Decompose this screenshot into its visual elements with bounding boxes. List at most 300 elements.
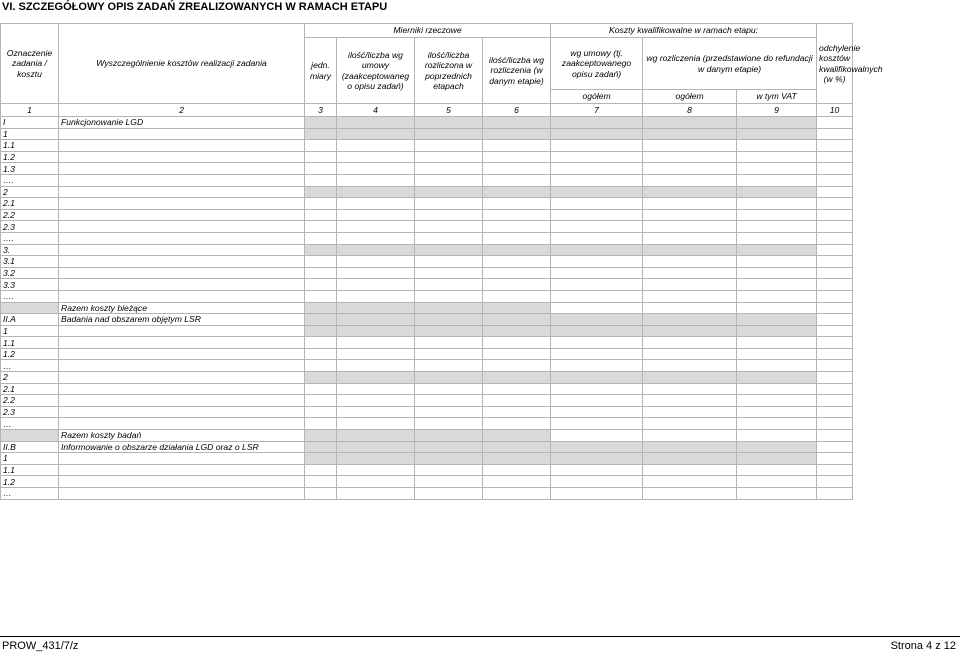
- table-cell: [737, 302, 817, 314]
- table-cell: [643, 186, 737, 198]
- table-cell: [305, 151, 337, 163]
- column-number: 10: [817, 104, 853, 117]
- row-description: Informowanie o obszarze działania LGD oraz o LSR: [59, 441, 305, 453]
- table-cell: [643, 395, 737, 407]
- column-number: 8: [643, 104, 737, 117]
- table-cell: [305, 221, 337, 233]
- table-cell: [737, 325, 817, 337]
- table-cell: [337, 430, 415, 442]
- table-cell: [817, 488, 853, 500]
- table-row: [1, 163, 853, 175]
- table-cell: [643, 372, 737, 384]
- table-cell: [817, 441, 853, 453]
- table-cell: [643, 325, 737, 337]
- row-description: [59, 174, 305, 186]
- table-cell: [737, 372, 817, 384]
- table-cell: [337, 209, 415, 221]
- table-cell: [483, 337, 551, 349]
- header-qty-previous: ilość/liczba rozliczona w poprzednich etapach: [415, 38, 483, 104]
- table-row: [1, 186, 853, 198]
- table-cell: [737, 406, 817, 418]
- table-cell: [415, 372, 483, 384]
- table-cell: [817, 186, 853, 198]
- table-cell: [817, 314, 853, 326]
- row-description: [59, 406, 305, 418]
- table-cell: [415, 418, 483, 430]
- table-cell: [737, 174, 817, 186]
- table-cell: [817, 256, 853, 268]
- row-code: 1.1: [1, 140, 59, 152]
- row-code: II.B: [1, 441, 59, 453]
- row-code: [1, 302, 59, 314]
- table-cell: [483, 383, 551, 395]
- column-number: 9: [737, 104, 817, 117]
- table-cell: [483, 302, 551, 314]
- table-cell: [551, 221, 643, 233]
- table-row: [1, 117, 853, 129]
- row-description: [59, 418, 305, 430]
- table-cell: [643, 174, 737, 186]
- table-cell: [643, 244, 737, 256]
- row-code: 1.2: [1, 151, 59, 163]
- table-cell: [551, 418, 643, 430]
- table-cell: [817, 140, 853, 152]
- table-cell: [737, 232, 817, 244]
- table-cell: [551, 151, 643, 163]
- table-cell: [817, 453, 853, 465]
- row-description: [59, 348, 305, 360]
- row-description: [59, 325, 305, 337]
- row-code: 3.3: [1, 279, 59, 291]
- table-cell: [415, 244, 483, 256]
- table-row: [1, 337, 853, 349]
- table-cell: [551, 290, 643, 302]
- table-cell: [305, 488, 337, 500]
- table-cell: [305, 290, 337, 302]
- table-row: [1, 314, 853, 326]
- table-cell: [737, 290, 817, 302]
- table-cell: [337, 151, 415, 163]
- table-cell: [415, 360, 483, 372]
- header-deviation: odchylenie kosztów kwalifikowalnych (w %): [817, 24, 853, 104]
- table-row: [1, 151, 853, 163]
- table-cell: [483, 441, 551, 453]
- table-cell: [305, 406, 337, 418]
- table-cell: [337, 117, 415, 129]
- table-cell: [415, 383, 483, 395]
- header-unit: jedn. miary: [305, 38, 337, 104]
- table-cell: [337, 476, 415, 488]
- table-cell: [415, 174, 483, 186]
- table-cell: [643, 290, 737, 302]
- table-cell: [551, 163, 643, 175]
- header-group-mierniki: Mierniki rzeczowe: [305, 24, 551, 38]
- table-cell: [337, 383, 415, 395]
- table-cell: [551, 488, 643, 500]
- row-code: 1.2: [1, 476, 59, 488]
- row-code: 2.1: [1, 383, 59, 395]
- table-cell: [483, 174, 551, 186]
- table-cell: [305, 430, 337, 442]
- table-cell: [483, 314, 551, 326]
- table-cell: [737, 117, 817, 129]
- row-description: [59, 221, 305, 233]
- table-row: [1, 372, 853, 384]
- table-cell: [737, 256, 817, 268]
- table-cell: [551, 279, 643, 291]
- header-description: Wyszczególnienie kosztów realizacji zadania: [59, 24, 305, 104]
- table-row: [1, 279, 853, 291]
- row-description: [59, 198, 305, 210]
- row-description: [59, 256, 305, 268]
- table-cell: [737, 140, 817, 152]
- table-cell: [337, 337, 415, 349]
- row-description: [59, 453, 305, 465]
- row-description: [59, 140, 305, 152]
- table-cell: [551, 302, 643, 314]
- table-cell: [643, 232, 737, 244]
- table-cell: [415, 186, 483, 198]
- table-cell: [817, 325, 853, 337]
- table-cell: [305, 441, 337, 453]
- table-cell: [817, 360, 853, 372]
- table-cell: [305, 198, 337, 210]
- table-cell: [305, 209, 337, 221]
- table-cell: [817, 198, 853, 210]
- table-cell: [483, 430, 551, 442]
- table-cell: [643, 267, 737, 279]
- table-cell: [415, 256, 483, 268]
- table-cell: [737, 360, 817, 372]
- row-code: …: [1, 488, 59, 500]
- row-description: Razem koszty bieżące: [59, 302, 305, 314]
- table-cell: [737, 198, 817, 210]
- table-cell: [643, 476, 737, 488]
- row-code: I: [1, 117, 59, 129]
- table-cell: [415, 290, 483, 302]
- table-cell: [737, 337, 817, 349]
- table-cell: [551, 267, 643, 279]
- table-cell: [737, 395, 817, 407]
- table-cell: [817, 209, 853, 221]
- table-row: [1, 198, 853, 210]
- table-cell: [415, 337, 483, 349]
- table-cell: [551, 348, 643, 360]
- row-description: Funkcjonowanie LGD: [59, 117, 305, 129]
- footer-divider: [0, 636, 960, 637]
- row-code: 1: [1, 325, 59, 337]
- table-cell: [483, 406, 551, 418]
- table-cell: [305, 163, 337, 175]
- row-code: 2: [1, 372, 59, 384]
- table-cell: [483, 360, 551, 372]
- row-code: 2.3: [1, 221, 59, 233]
- column-number: 2: [59, 104, 305, 117]
- table-cell: [483, 325, 551, 337]
- header-code: Oznaczenie zadania / kosztu: [1, 24, 59, 104]
- table-cell: [483, 372, 551, 384]
- row-code: ….: [1, 232, 59, 244]
- table-cell: [817, 290, 853, 302]
- table-cell: [551, 441, 643, 453]
- table-row: [1, 290, 853, 302]
- table-cell: [337, 186, 415, 198]
- table-cell: [415, 453, 483, 465]
- table-cell: [415, 140, 483, 152]
- table-cell: [643, 488, 737, 500]
- table-cell: [737, 418, 817, 430]
- table-cell: [643, 383, 737, 395]
- table-cell: [737, 209, 817, 221]
- table-cell: [415, 430, 483, 442]
- table-cell: [551, 314, 643, 326]
- table-row: [1, 256, 853, 268]
- table-cell: [415, 117, 483, 129]
- row-code: 2.2: [1, 395, 59, 407]
- table-cell: [643, 209, 737, 221]
- table-cell: [305, 348, 337, 360]
- table-cell: [643, 198, 737, 210]
- table-cell: [483, 128, 551, 140]
- table-cell: [737, 488, 817, 500]
- table-cell: [817, 267, 853, 279]
- table-cell: [305, 302, 337, 314]
- table-cell: [337, 348, 415, 360]
- table-cell: [415, 279, 483, 291]
- table-cell: [305, 383, 337, 395]
- table-cell: [551, 174, 643, 186]
- table-cell: [305, 140, 337, 152]
- table-cell: [305, 464, 337, 476]
- table-cell: [483, 256, 551, 268]
- table-cell: [337, 464, 415, 476]
- row-description: [59, 464, 305, 476]
- table-cell: [337, 395, 415, 407]
- table-cell: [817, 406, 853, 418]
- header-qty-contract: ilość/liczba wg umowy (zaakceptowaneg o opisu zadań): [337, 38, 415, 104]
- table-cell: [643, 337, 737, 349]
- table-cell: [817, 174, 853, 186]
- table-cell: [817, 476, 853, 488]
- table-cell: [483, 279, 551, 291]
- table-row: [1, 221, 853, 233]
- table-cell: [483, 418, 551, 430]
- section-title: VI. SZCZEGÓŁOWY OPIS ZADAŃ ZREALIZOWANYCH W RAMACH ETAPU: [2, 1, 388, 13]
- table-row: [1, 325, 853, 337]
- table-cell: [643, 314, 737, 326]
- table-cell: [415, 406, 483, 418]
- table-cell: [817, 151, 853, 163]
- row-code: 2: [1, 186, 59, 198]
- table-cell: [737, 383, 817, 395]
- column-number: 4: [337, 104, 415, 117]
- row-code: ….: [1, 290, 59, 302]
- table-cell: [817, 430, 853, 442]
- table-row: [1, 174, 853, 186]
- table-cell: [643, 360, 737, 372]
- header-sub-total-contract: ogółem: [551, 90, 643, 104]
- table-cell: [337, 325, 415, 337]
- table-cell: [551, 453, 643, 465]
- table-cell: [551, 430, 643, 442]
- row-description: [59, 290, 305, 302]
- table-cell: [483, 290, 551, 302]
- table-cell: [305, 267, 337, 279]
- table-cell: [643, 279, 737, 291]
- table-cell: [643, 348, 737, 360]
- table-cell: [551, 406, 643, 418]
- table-cell: [337, 221, 415, 233]
- table-cell: [737, 441, 817, 453]
- table-row: [1, 430, 853, 442]
- table-cell: [415, 395, 483, 407]
- table-cell: [483, 395, 551, 407]
- row-code: II.A: [1, 314, 59, 326]
- table-cell: [817, 337, 853, 349]
- row-description: [59, 476, 305, 488]
- table-cell: [337, 244, 415, 256]
- table-cell: [305, 174, 337, 186]
- table-cell: [483, 140, 551, 152]
- table-cell: [483, 488, 551, 500]
- table-cell: [737, 267, 817, 279]
- table-row: [1, 209, 853, 221]
- table-cell: [415, 314, 483, 326]
- row-description: [59, 279, 305, 291]
- column-number: 1: [1, 104, 59, 117]
- table-cell: [337, 406, 415, 418]
- table-cell: [337, 314, 415, 326]
- row-code: 1.3: [1, 163, 59, 175]
- table-cell: [305, 360, 337, 372]
- table-cell: [737, 128, 817, 140]
- row-description: [59, 383, 305, 395]
- table-cell: [643, 464, 737, 476]
- row-code: 1: [1, 128, 59, 140]
- table-cell: [415, 128, 483, 140]
- table-cell: [337, 302, 415, 314]
- table-cell: [551, 256, 643, 268]
- table-cell: [643, 163, 737, 175]
- table-cell: [305, 244, 337, 256]
- table-cell: [483, 117, 551, 129]
- table-cell: [737, 186, 817, 198]
- table-cell: [737, 476, 817, 488]
- table-cell: [305, 395, 337, 407]
- table-cell: [305, 325, 337, 337]
- table-row: [1, 128, 853, 140]
- table-cell: [305, 117, 337, 129]
- table-cell: [305, 232, 337, 244]
- table-cell: [551, 117, 643, 129]
- table-cell: [305, 418, 337, 430]
- row-code: 3.: [1, 244, 59, 256]
- table-cell: [305, 186, 337, 198]
- table-cell: [817, 372, 853, 384]
- column-number: 7: [551, 104, 643, 117]
- row-description: [59, 360, 305, 372]
- table-cell: [737, 279, 817, 291]
- table-row: [1, 476, 853, 488]
- table-cell: [415, 267, 483, 279]
- row-description: [59, 244, 305, 256]
- row-description: Badania nad obszarem objętym LSR: [59, 314, 305, 326]
- table-cell: [415, 476, 483, 488]
- table-cell: [737, 430, 817, 442]
- table-cell: [483, 453, 551, 465]
- cost-table: [0, 23, 883, 500]
- table-cell: [337, 418, 415, 430]
- table-row: [1, 348, 853, 360]
- table-cell: [337, 360, 415, 372]
- row-description: [59, 372, 305, 384]
- row-description: [59, 186, 305, 198]
- table-cell: [643, 128, 737, 140]
- table-cell: [415, 221, 483, 233]
- row-description: [59, 163, 305, 175]
- table-cell: [483, 267, 551, 279]
- table-cell: [817, 383, 853, 395]
- table-cell: [817, 395, 853, 407]
- table-cell: [337, 174, 415, 186]
- row-code: …: [1, 360, 59, 372]
- row-code: …: [1, 418, 59, 430]
- table-cell: [483, 244, 551, 256]
- table-cell: [817, 348, 853, 360]
- table-cell: [643, 302, 737, 314]
- row-code: 2.3: [1, 406, 59, 418]
- table-cell: [643, 418, 737, 430]
- table-row: [1, 453, 853, 465]
- table-cell: [737, 244, 817, 256]
- table-row: [1, 464, 853, 476]
- table-cell: [817, 221, 853, 233]
- form-code: PROW_431/7/z: [2, 640, 79, 652]
- table-row: [1, 395, 853, 407]
- table-cell: [415, 488, 483, 500]
- header-sub-vat: w tym VAT: [737, 90, 817, 104]
- table-cell: [817, 302, 853, 314]
- table-cell: [817, 244, 853, 256]
- table-cell: [415, 441, 483, 453]
- table-cell: [551, 244, 643, 256]
- table-row: [1, 406, 853, 418]
- table-cell: [737, 314, 817, 326]
- table-cell: [643, 441, 737, 453]
- table-cell: [305, 476, 337, 488]
- row-code: 1: [1, 453, 59, 465]
- table-row: [1, 441, 853, 453]
- table-row: [1, 140, 853, 152]
- table-cell: [643, 453, 737, 465]
- table-cell: [415, 232, 483, 244]
- table-cell: [483, 232, 551, 244]
- table-cell: [551, 372, 643, 384]
- table-cell: [551, 232, 643, 244]
- row-code: ….: [1, 174, 59, 186]
- row-description: [59, 128, 305, 140]
- table-row: [1, 302, 853, 314]
- table-cell: [551, 476, 643, 488]
- table-cell: [337, 453, 415, 465]
- table-cell: [643, 117, 737, 129]
- row-code: 3.1: [1, 256, 59, 268]
- table-cell: [415, 198, 483, 210]
- table-cell: [305, 128, 337, 140]
- table-cell: [817, 418, 853, 430]
- table-cell: [551, 325, 643, 337]
- header-qty-current: ilość/liczba wg rozliczenia (w danym etapie): [483, 38, 551, 104]
